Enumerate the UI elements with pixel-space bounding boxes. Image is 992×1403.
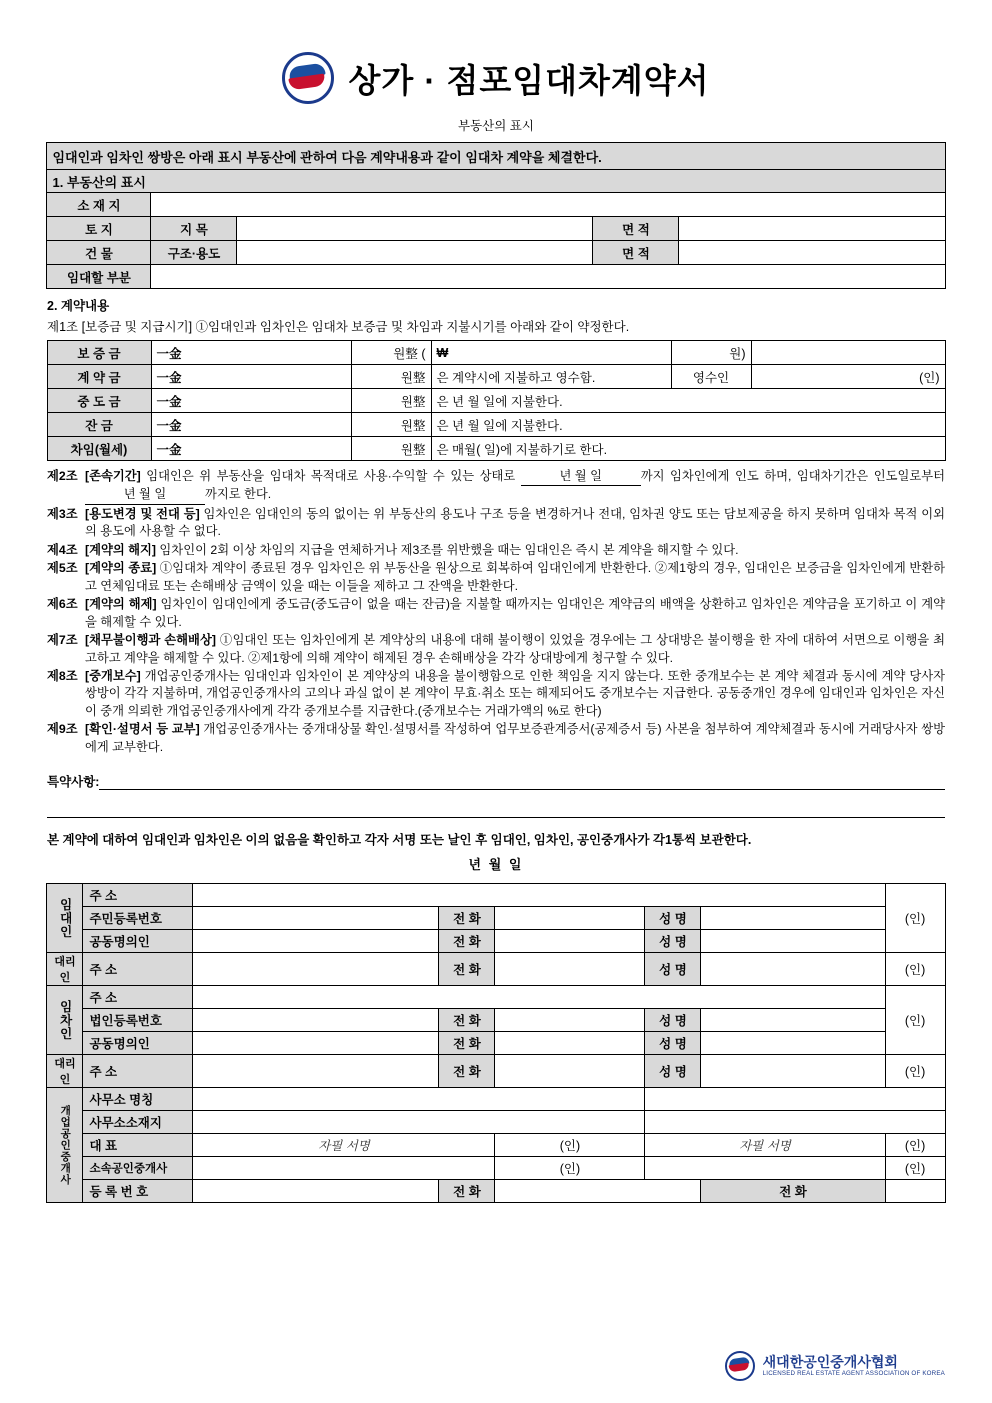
- clause-6-title: [계약의 해제]: [85, 597, 157, 612]
- field-registration-no-left[interactable]: [193, 1180, 439, 1203]
- closing-statement: 본 계약에 대하여 임대인과 임차인은 이의 없음을 확인하고 각자 서명 또는 날인 후 임대인, 임차인, 공인중개사가 각1통씩 보관한다.: [47, 833, 752, 848]
- deposit-won-label: 원整 (: [351, 341, 431, 365]
- table-row: [47, 884, 945, 907]
- table-row: [47, 437, 945, 461]
- field-lessee-seal[interactable]: (인): [885, 986, 945, 1055]
- clause-9-body: [85, 721, 945, 756]
- field-broker-phone-left[interactable]: [495, 1180, 701, 1203]
- field-lessee-joint[interactable]: [193, 1032, 439, 1055]
- clause-2-text-2: 까지 임차인에게 인도 하며, 임대차기간은 인도일로부터: [640, 469, 945, 483]
- label-lessor-agent-phone: 전 화: [439, 953, 495, 986]
- label-lessor-joint-phone: 전 화: [439, 930, 495, 953]
- table-row: [47, 907, 945, 930]
- field-building-area[interactable]: [679, 241, 945, 265]
- clause-6-text: 임차인이 임대인에게 중도금(중도금이 없을 때는 잔금)을 지불할 때까지는 임대인은 계약금의 배액을 상환하고 임차인은 계약금을 포기하고 이 계약을 해제할 수 있다.: [85, 597, 945, 629]
- label-lessor-regno: 주민등록번호: [83, 907, 193, 930]
- document-footer: [725, 1351, 945, 1381]
- field-balance-amount[interactable]: [151, 413, 351, 437]
- page-title: 상가 · 점포임대차계약서: [348, 61, 710, 99]
- field-lessor-joint-name[interactable]: [701, 930, 885, 953]
- clause-3-text: 임차인은 임대인의 동의 없이는 위 부동산의 용도나 구조 등을 변경하거나 전대, 임차권 양도 또는 담보제공을 하지 못하며 임대차 목적 이외의 용도에 사용할 수 없다.: [85, 506, 945, 539]
- deposit-suffix: 원): [671, 341, 751, 365]
- label-lessee-joint: 공동명의인: [83, 1032, 193, 1055]
- clause-7-number: 제7조: [47, 633, 78, 648]
- group-label-broker: [47, 1088, 83, 1203]
- agreement-banner: 임대인과 임차인 쌍방은 아래 표시 부동산에 관하여 다음 계약내용과 같이 임대차 계약을 체결한다.: [47, 143, 945, 170]
- clause-2: [47, 468, 945, 505]
- label-lessee-agent-phone: 전 화: [439, 1055, 495, 1088]
- table-row: [47, 1088, 945, 1111]
- field-lessor-joint[interactable]: [193, 930, 439, 953]
- clause-4-number: 제4조: [47, 542, 78, 557]
- field-lessee-joint-phone[interactable]: [495, 1032, 645, 1055]
- clause-5: [47, 560, 945, 595]
- table-row: [47, 1032, 945, 1055]
- label-broker-phone-left: 전 화: [439, 1180, 495, 1203]
- clause-list: [47, 468, 945, 756]
- label-land-category: 지 목: [151, 217, 237, 241]
- label-registration-no: 등 록 번 호: [83, 1180, 193, 1203]
- interim-prefix: 一金: [156, 394, 182, 409]
- field-office-name-right[interactable]: [645, 1088, 945, 1111]
- label-lessor-address: 주 소: [83, 884, 193, 907]
- label-lessor-agent-address: 주 소: [83, 953, 193, 986]
- label-building-structure: 구조·용도: [151, 241, 237, 265]
- clause-3-title: [용도변경 및 전대 등]: [85, 506, 200, 521]
- label-lessee-name: 성 명: [645, 1009, 701, 1032]
- label-address: 소 재 지: [47, 193, 151, 217]
- document-header: [0, 0, 992, 104]
- clause-1-lead: 제1조 [보증금 및 지급시기] ①임대인과 임차인은 임대차 보증금 및 차임과 지불시기를 아래와 같이 약정한다.: [47, 320, 630, 334]
- table-row: [47, 217, 945, 241]
- currency-symbol: ₩: [436, 345, 449, 360]
- korea-realestate-association-logo-icon: [282, 52, 334, 104]
- lessee-vertical-label: 임차인: [58, 1000, 73, 1041]
- clause-2-body: [85, 468, 945, 505]
- field-office-address-left[interactable]: [193, 1111, 645, 1134]
- association-name-en: LICENSED REAL ESTATE AGENT ASSOCIATION OF KOREA: [762, 1370, 945, 1378]
- label-lessee-joint-phone: 전 화: [439, 1032, 495, 1055]
- label-building: 건 물: [47, 241, 151, 265]
- property-section-title: 1. 부동산의 표시: [47, 170, 945, 193]
- table-row: [47, 241, 945, 265]
- clause-8: [47, 668, 945, 720]
- interim-won-label: 원整: [351, 389, 431, 413]
- broker-vertical-label: 개업공인중개사: [59, 1105, 72, 1186]
- group-label-lessee: [47, 986, 83, 1055]
- table-row: [47, 1009, 945, 1032]
- field-associate-broker-left[interactable]: [193, 1157, 495, 1180]
- label-lessee-agent-address: 주 소: [83, 1055, 193, 1088]
- label-lessor-name: 성 명: [645, 907, 701, 930]
- label-lessor-joint-name: 성 명: [645, 930, 701, 953]
- deposit-prefix: 一金: [156, 346, 182, 361]
- label-office-name: 사무소 명칭: [83, 1088, 193, 1111]
- label-lessee-agent-name: 성 명: [645, 1055, 701, 1088]
- document-subtitle: 부동산의 표시: [458, 119, 534, 133]
- field-lessor-phone[interactable]: [495, 907, 645, 930]
- field-lessee-agent-address[interactable]: [193, 1055, 439, 1088]
- association-name-kr: 새대한공인중개사협회: [762, 1353, 898, 1370]
- special-terms: [47, 772, 945, 790]
- label-associate-broker: 소속공인중개사: [83, 1157, 193, 1180]
- label-lessor-phone: 전 화: [439, 907, 495, 930]
- clause-3: [47, 506, 945, 541]
- field-lessor-regno[interactable]: [193, 907, 439, 930]
- field-leased-part[interactable]: [151, 265, 945, 289]
- clause-4: [47, 542, 945, 559]
- table-row: [47, 986, 945, 1009]
- label-lessee-joint-name: 성 명: [645, 1032, 701, 1055]
- clause-5-text: ①임대차 계약이 종료된 경우 임차인은 위 부동산을 원상으로 회복하여 임대인에게 반환한다. ②제1항의 경우, 임대인은 보증금을 임차인에게 반환하고 연체임대료 또는 손해배상 금액이 있을 때는 이들을 제하고 그 잔액을 반환한다.: [85, 561, 945, 593]
- downpayment-won-label: 원整: [351, 365, 431, 389]
- balance-won-label: 원整: [351, 413, 431, 437]
- field-address[interactable]: [151, 193, 945, 217]
- clause-8-text: 개업공인중개사는 임대인과 임차인이 본 계약상의 내용을 불이행함으로 인한 책임을 지지 않는다. 또한 중개보수는 본 계약 체결과 동시에 계약 당사자 쌍방이 각각 지불하며, 개업공인중개사의 고의나 과실 없이 본 계약이 무효·취소 또는 해제되어도 중개보수는 지급한다. 공동중개인 경우에 임대인과 임차인은 자신이 중개 의뢰한 개업공인중개사에게 각각 중개보수를 지급한다.(중개보수는 거래가액의 %로 한다): [85, 668, 945, 718]
- field-lessor-agent-phone[interactable]: [495, 953, 645, 986]
- association-seal-logo-icon: [725, 1351, 755, 1381]
- clause-6-body: [85, 596, 945, 631]
- special-terms-input-line-1[interactable]: [99, 775, 945, 790]
- field-lessee-agent-seal[interactable]: (인): [885, 1055, 945, 1088]
- clause-9-number: 제9조: [47, 722, 78, 737]
- clause-2-text-3: 까지로 한다.: [205, 487, 272, 502]
- field-representative-signature-left[interactable]: 자필 서명: [193, 1134, 495, 1157]
- clause-2-number: 제2조: [47, 469, 78, 483]
- seal-associate-broker-left[interactable]: (인): [495, 1157, 645, 1180]
- table-row: [47, 953, 945, 986]
- special-terms-label: 특약사항:: [47, 775, 100, 790]
- label-lessee-address: 주 소: [83, 986, 193, 1009]
- clause-7-text: ①임대인 또는 임차인에게 본 계약상의 내용에 대해 불이행이 있었을 경우에는 그 상대방은 불이행을 한 자에 대하여 서면으로 이행을 최고하고 계약을 해제할 수 있다. ②제1항에 의해 계약이 해제된 경우 손해배상을 각각 상대방에게 청구할 수 있다.: [85, 633, 945, 665]
- label-lessor-joint: 공동명의인: [83, 930, 193, 953]
- rent-prefix: 一金: [156, 442, 182, 457]
- field-office-name-left[interactable]: [193, 1088, 645, 1111]
- label-receipt: 영수인: [671, 365, 751, 389]
- field-lessor-seal[interactable]: (인): [885, 884, 945, 953]
- clause-2-blank-2[interactable]: 년 월 일: [85, 486, 205, 504]
- clause-3-body: [85, 506, 945, 541]
- label-interim: 중 도 금: [47, 389, 151, 413]
- table-row: [47, 389, 945, 413]
- field-land-category[interactable]: [237, 217, 593, 241]
- clause-4-text: 임차인이 2회 이상 차임의 지급을 연체하거나 제3조를 위반했을 때는 임대인은 즉시 본 계약을 해지할 수 있다.: [156, 542, 739, 557]
- clause-5-number: 제5조: [47, 561, 78, 576]
- contract-section-title: 2. 계약내용: [47, 299, 110, 313]
- balance-prefix: 一金: [156, 418, 182, 433]
- label-monthly-rent: 차임(월세): [47, 437, 151, 461]
- clause-5-title: [계약의 종료]: [85, 561, 157, 576]
- rent-text[interactable]: 은 매월( 일)에 지불하기로 한다.: [431, 437, 945, 461]
- field-downpayment-amount[interactable]: [151, 365, 351, 389]
- field-lessee-address[interactable]: [193, 986, 885, 1009]
- table-row: [47, 265, 945, 289]
- seal-associate-broker-right[interactable]: (인): [885, 1157, 945, 1180]
- clause-9-text: 개업공인중개사는 중개대상물 확인·설명서를 작성하여 업무보증관계증서(공제증서 등) 사본을 첨부하여 계약체결과 동시에 거래당사자 쌍방에게 교부한다.: [85, 722, 945, 754]
- field-office-address-right[interactable]: [645, 1111, 945, 1134]
- group-label-lessor: [47, 884, 83, 953]
- payment-table: [47, 340, 946, 461]
- field-lessor-name[interactable]: [701, 907, 885, 930]
- clause-2-title: [존속기간]: [85, 469, 141, 483]
- signature-table: [46, 883, 945, 1203]
- table-row: [47, 413, 945, 437]
- table-row: [47, 365, 945, 389]
- field-lessor-agent-seal[interactable]: (인): [885, 953, 945, 986]
- label-land: 토 지: [47, 217, 151, 241]
- seal-representative-left[interactable]: (인): [495, 1134, 645, 1157]
- table-row: [47, 1055, 945, 1088]
- label-deposit: 보 증 금: [47, 341, 151, 365]
- field-land-area[interactable]: [679, 217, 945, 241]
- clause-5-body: [85, 560, 945, 595]
- clause-4-body: [85, 542, 945, 559]
- label-representative: 대 표: [83, 1134, 193, 1157]
- signature-date-line[interactable]: 년 월 일: [468, 857, 524, 873]
- field-interim-amount[interactable]: [151, 389, 351, 413]
- interim-text[interactable]: 은 년 월 일에 지불한다.: [431, 389, 945, 413]
- clause-7-body: [85, 632, 945, 667]
- clause-8-body: [85, 668, 945, 720]
- field-lessee-name[interactable]: [701, 1009, 885, 1032]
- table-row: [47, 1180, 945, 1203]
- field-representative-signature-right[interactable]: 자필 서명: [645, 1134, 885, 1157]
- field-deposit-amount[interactable]: [151, 341, 351, 365]
- clause-9: [47, 721, 945, 756]
- clause-8-number: 제8조: [47, 668, 78, 683]
- lessor-vertical-label: 임대인: [58, 898, 73, 939]
- seal-representative-right[interactable]: (인): [885, 1134, 945, 1157]
- field-deposit-currency[interactable]: [431, 341, 671, 365]
- clause-8-title: [중개보수]: [85, 668, 141, 683]
- label-downpayment: 계 약 금: [47, 365, 151, 389]
- downpayment-text: 은 계약시에 지불하고 영수함.: [431, 365, 671, 389]
- clause-3-number: 제3조: [47, 506, 78, 521]
- table-row: [47, 930, 945, 953]
- property-table: [46, 142, 945, 289]
- clause-6: [47, 596, 945, 631]
- label-broker-phone-right: 전 화: [701, 1180, 885, 1203]
- table-row: [47, 1111, 945, 1134]
- clause-6-number: 제6조: [47, 597, 78, 612]
- field-lessee-corpno[interactable]: [193, 1009, 439, 1032]
- label-lessee-corpno: 법인등록번호: [83, 1009, 193, 1032]
- clause-4-title: [계약의 해지]: [85, 542, 157, 557]
- balance-text[interactable]: 은 년 월 일에 지불한다.: [431, 413, 945, 437]
- table-row: [47, 170, 945, 193]
- clause-9-title: [확인·설명서 등 교부]: [85, 722, 200, 737]
- label-lessor-agent-name: 성 명: [645, 953, 701, 986]
- table-row: [47, 1157, 945, 1180]
- label-lessee-phone: 전 화: [439, 1009, 495, 1032]
- field-lessee-phone[interactable]: [495, 1009, 645, 1032]
- group-label-lessor-agent: 대리인: [47, 953, 83, 986]
- special-terms-input-line-2[interactable]: [47, 816, 945, 818]
- rent-won-label: 원整: [351, 437, 431, 461]
- clause-2-text-1: 임대인은 위 부동산을 임대차 목적대로 사용·수익할 수 있는 상태로: [140, 469, 521, 483]
- label-land-area: 면 적: [593, 217, 679, 241]
- table-row: [47, 341, 945, 365]
- field-lessor-joint-phone[interactable]: [495, 930, 645, 953]
- clause-2-blank-1[interactable]: 년 월 일: [521, 468, 641, 486]
- label-office-address: 사무소소재지: [83, 1111, 193, 1134]
- field-associate-broker-right[interactable]: [645, 1157, 885, 1180]
- footer-association: [763, 1355, 945, 1377]
- field-lessee-joint-name[interactable]: [701, 1032, 885, 1055]
- field-building-structure[interactable]: [237, 241, 593, 265]
- table-row: [47, 193, 945, 217]
- clause-7-title: [채무불이행과 손해배상]: [85, 633, 216, 648]
- field-receipt-seal[interactable]: (인): [751, 365, 945, 389]
- group-label-lessee-agent: 대리인: [47, 1055, 83, 1088]
- clause-7: [47, 632, 945, 667]
- label-building-area: 면 적: [593, 241, 679, 265]
- downpayment-prefix: 一金: [156, 370, 182, 385]
- field-rent-amount[interactable]: [151, 437, 351, 461]
- table-row: [47, 1134, 945, 1157]
- field-lessor-address[interactable]: [193, 884, 885, 907]
- field-broker-phone-right[interactable]: [885, 1180, 945, 1203]
- table-row: [47, 143, 945, 170]
- field-lessor-agent-address[interactable]: [193, 953, 439, 986]
- field-lessee-agent-name[interactable]: [701, 1055, 885, 1088]
- field-deposit-extra[interactable]: [751, 341, 945, 365]
- field-lessor-agent-name[interactable]: [701, 953, 885, 986]
- field-lessee-agent-phone[interactable]: [495, 1055, 645, 1088]
- label-balance: 잔 금: [47, 413, 151, 437]
- label-leased-part: 임대할 부분: [47, 265, 151, 289]
